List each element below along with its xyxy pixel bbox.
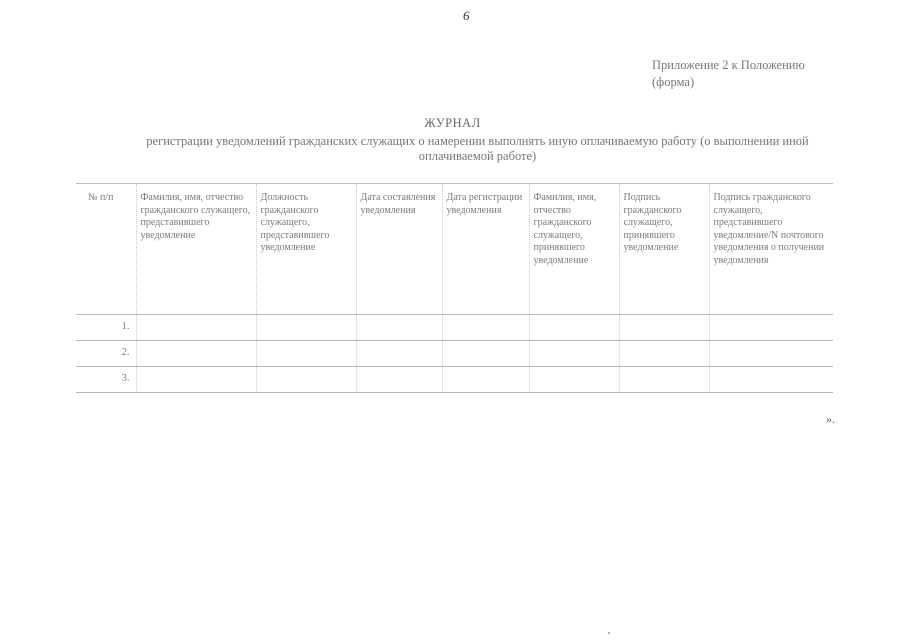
- header-receiver-name: Фамилия, имя, отчество гражданского служащего, принявшего уведомление: [529, 184, 619, 315]
- scan-speck: [608, 632, 610, 634]
- table-cell: [356, 367, 442, 393]
- header-number: № п/п: [87, 192, 114, 203]
- table-cell: [136, 341, 256, 367]
- table-cell: [709, 341, 833, 367]
- table-cell: [256, 315, 356, 341]
- row-number: 1.: [121, 321, 130, 333]
- header-compose-date: Дата составления уведомления: [356, 184, 442, 315]
- header-declarant-position: Должность гражданского служащего, представившего уведомление: [256, 184, 356, 315]
- appendix-line-2: (форма): [652, 75, 695, 89]
- appendix-line-1: Приложение 2 к Положению: [652, 58, 805, 72]
- table-row: [76, 315, 833, 341]
- table-cell: [529, 341, 619, 367]
- header-registration-date: Дата регистрации уведомления: [442, 184, 529, 315]
- table-cell: [256, 367, 356, 393]
- table-cell: [529, 315, 619, 341]
- header-declarant-name: Фамилия, имя, отчество гражданского служащего, представившего уведомление: [136, 184, 256, 315]
- header-declarant-signature: Подпись гражданского служащего, представившего уведомление/N почтового уведомления о получении уведомления: [709, 184, 833, 315]
- table-cell: [356, 341, 442, 367]
- appendix-note: [652, 57, 805, 91]
- table-header-row: [76, 184, 833, 315]
- registration-table: [76, 183, 833, 393]
- journal-subtitle: регистрации уведомлений гражданских служащих о намерении выполнять иную оплачиваемую работу (о выполнении иной оплачиваемой работе): [146, 134, 809, 163]
- table-cell: [619, 367, 709, 393]
- table-cell: [356, 315, 442, 341]
- table-cell: [256, 341, 356, 367]
- row-number: 2.: [121, 347, 130, 359]
- table-cell: [442, 341, 529, 367]
- table-cell: [529, 367, 619, 393]
- header-receiver-signature: Подпись гражданского служащего, принявшего уведомление: [619, 184, 709, 315]
- journal-title: ЖУРНАЛ: [424, 116, 481, 130]
- table-cell: [709, 367, 833, 393]
- table-cell: [619, 315, 709, 341]
- table-cell: [442, 367, 529, 393]
- row-number: 3.: [121, 373, 130, 385]
- table-cell: [709, 315, 833, 341]
- table-row: [76, 367, 833, 393]
- table-cell: [619, 341, 709, 367]
- table-cell: [136, 367, 256, 393]
- table-cell: [442, 315, 529, 341]
- closing-quote: ».: [826, 412, 835, 426]
- page-number: 6: [463, 8, 470, 23]
- table-row: [76, 341, 833, 367]
- table-cell: [136, 315, 256, 341]
